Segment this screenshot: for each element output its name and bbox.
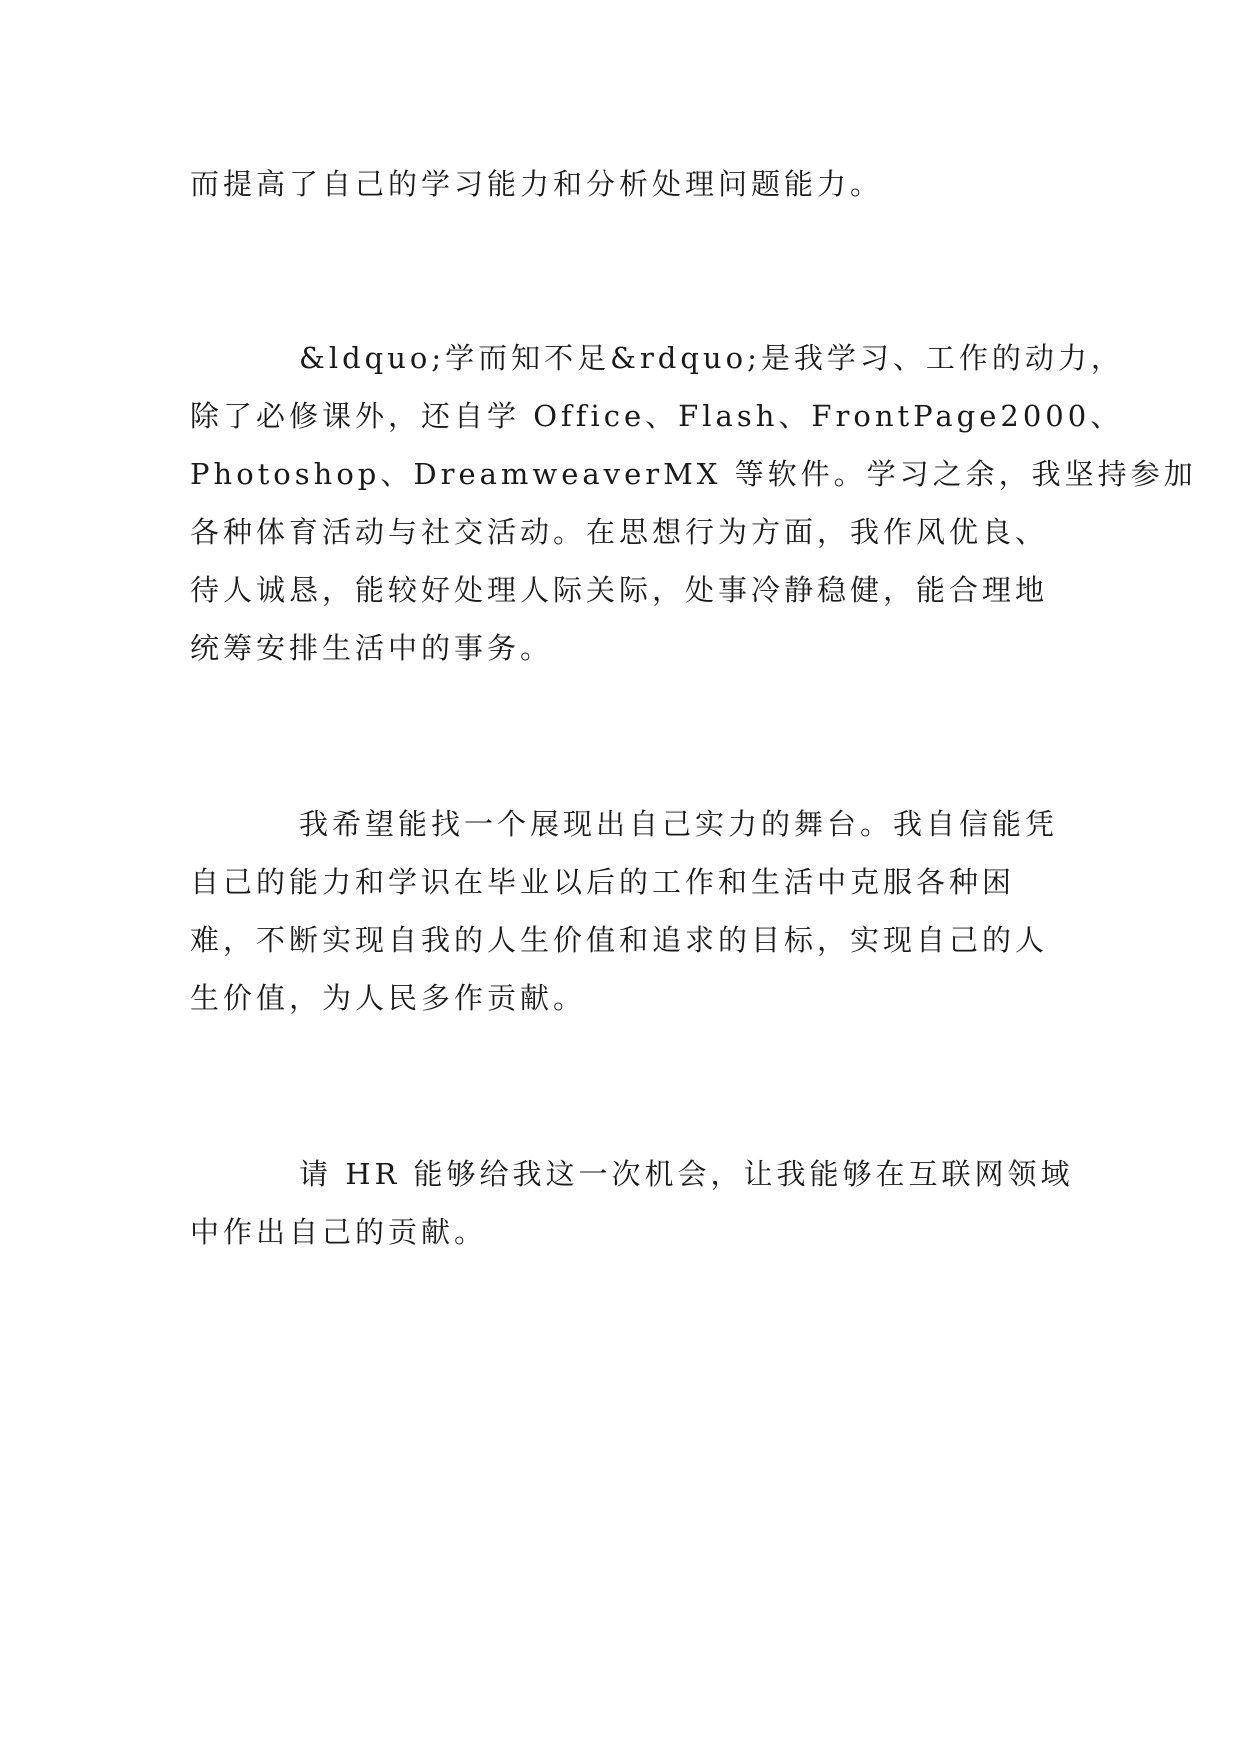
paragraph-line: 而提高了自己的学习能力和分析处理问题能力。: [190, 167, 884, 201]
paragraph-line: 待人诚恳，能较好处理人际关际，处事冷静稳健，能合理地: [190, 573, 1049, 607]
paragraph-line: 除了必修课外，还自学 Office、Flash、FrontPage2000、: [190, 399, 1124, 433]
paragraph-line: 请 HR 能够给我这一次机会，让我能够在互联网领域: [299, 1157, 1074, 1191]
paragraph-line: 难，不断实现自我的人生价值和追求的目标，实现自己的人: [190, 923, 1049, 957]
paragraph-line: 统筹安排生活中的事务。: [190, 631, 554, 665]
paragraph-line: &ldquo;学而知不足&rdquo;是我学习、工作的动力，: [299, 341, 1124, 375]
paragraph-line: 中作出自己的贡献。: [190, 1215, 488, 1249]
paragraph-line: 我希望能找一个展现出自己实力的舞台。我自信能凭: [299, 807, 1059, 841]
paragraph-line: 生价值，为人民多作贡献。: [190, 981, 587, 1015]
paragraph-line: 自己的能力和学识在毕业以后的工作和生活中克服各种困: [190, 865, 1016, 899]
paragraph-line: 各种体育活动与社交活动。在思想行为方面，我作风优良、: [190, 515, 1049, 549]
paragraph-line: Photoshop、DreamweaverMX 等软件。学习之余，我坚持参加: [190, 457, 1197, 491]
